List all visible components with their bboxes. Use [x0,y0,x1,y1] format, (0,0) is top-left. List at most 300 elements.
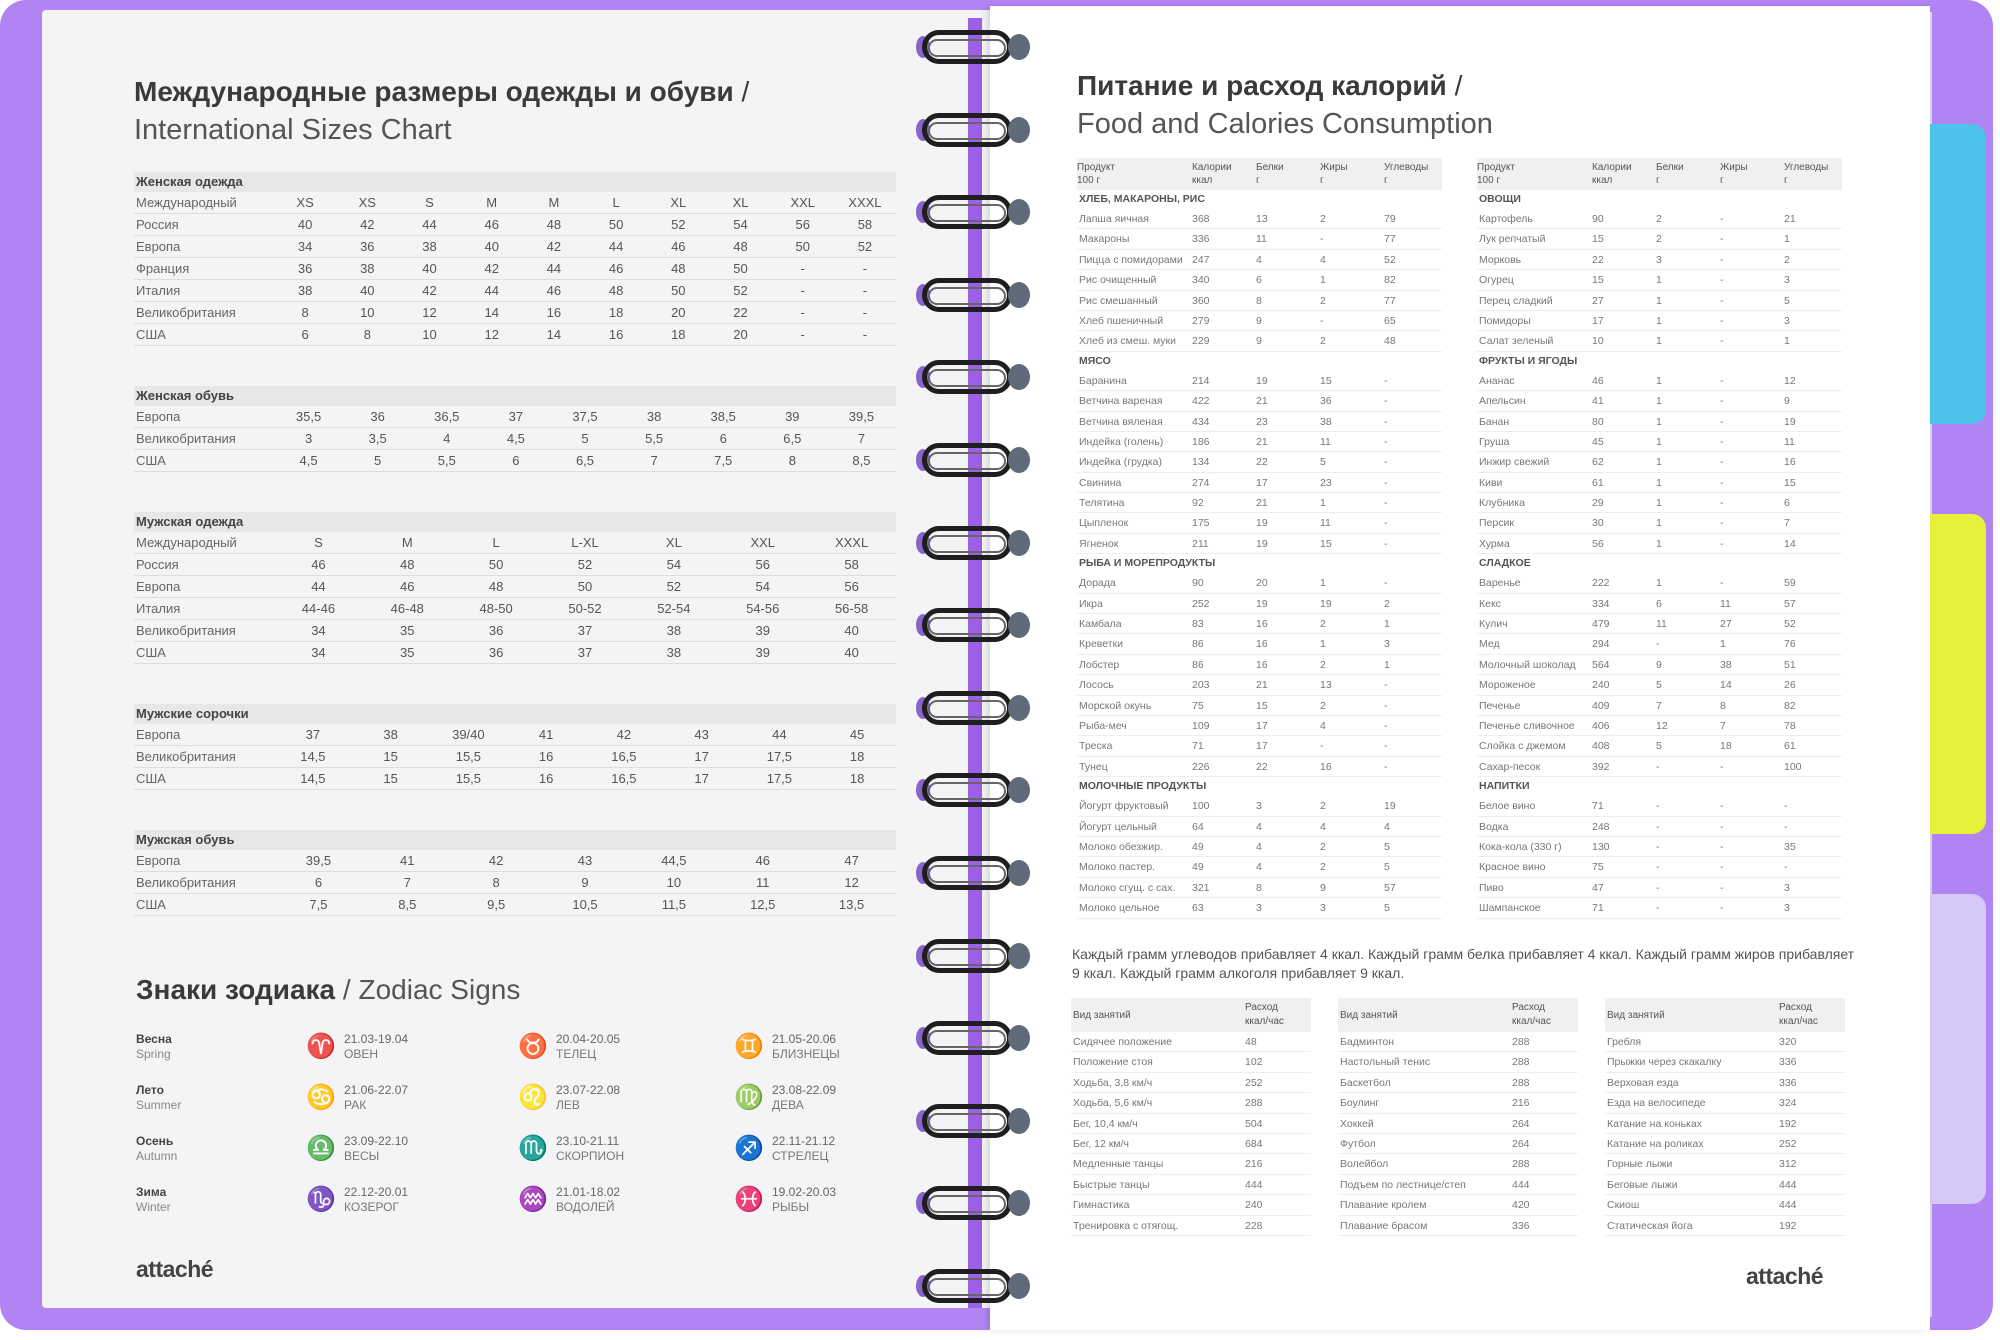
food-row [1477,857,1842,877]
size-table-cell: 46-48 [390,601,424,616]
food-cell: Молоко цельное [1079,902,1160,915]
food-cell: 16 [1320,760,1332,773]
activity-name: Плавание кролем [1340,1199,1427,1212]
activity-header-kcal: Расход ккал/час [1512,1002,1551,1027]
food-cell: Кекс [1479,597,1501,610]
tab-blue[interactable] [1928,124,1986,424]
food-cell: 2 [1320,294,1326,307]
food-row [1077,270,1442,290]
food-cell: Индейка (грудка) [1079,456,1162,469]
food-cell: 1 [1384,658,1390,671]
food-cell: Ягненок [1079,537,1119,550]
activity-name: Гимнастика [1073,1199,1130,1212]
zodiac-glyph-icon: ♌ [518,1084,548,1111]
tab-yellow[interactable] [1928,514,1986,834]
food-cell: 71 [1192,740,1204,753]
food-row [1077,209,1442,229]
food-cell: Лук репчатый [1479,233,1546,246]
zodiac-glyph-icon: ♓ [734,1186,764,1213]
size-table-cell: 7 [650,453,658,468]
food-cell: 11 [1784,435,1795,448]
food-cell: 1 [1656,335,1662,348]
activity-row [1605,1093,1845,1113]
size-table-cell: 44 [772,727,787,742]
size-table-cell: 6 [719,431,727,446]
food-cell: - [1384,740,1388,753]
size-table-cell: 54-56 [746,601,780,616]
food-cell: 21 [1256,497,1268,510]
size-table-cell: XL [665,535,682,550]
size-table-cell: 48-50 [479,601,513,616]
food-row [1477,594,1842,614]
food-cell: 434 [1192,415,1210,428]
food-cell: Картофель [1479,213,1533,225]
size-table-cell: 38,5 [710,409,736,424]
zodiac-sign [306,1032,409,1062]
food-cell: Киви [1479,476,1503,489]
season-name-ru: Зима [136,1185,167,1199]
zodiac-dates: 22.11-21.12 [772,1134,836,1148]
food-row [1077,391,1442,411]
food-cell: 3 [1320,902,1326,915]
size-table-cell: 10 [422,327,437,342]
zodiac-name: КОЗЕРОГ [344,1200,400,1214]
size-table-row [134,280,896,302]
food-cell: 75 [1192,699,1204,712]
size-table-cell: 44-46 [301,601,336,616]
food-cell: 8 [1256,881,1262,894]
activity-name: Гребля [1607,1036,1642,1048]
zodiac-name: РЫБЫ [772,1200,810,1214]
food-cell: Тунец [1079,760,1108,773]
food-cell: 17 [1256,476,1268,489]
food-cell: Мороженое [1479,679,1536,692]
food-row [1477,371,1842,391]
size-table-cell: 16 [538,771,554,786]
food-group-title: ФРУКТЫ И ЯГОДЫ [1479,354,1578,367]
size-table-cell: 44 [484,283,499,298]
activity-name: Подъем по лестнице/степ [1340,1178,1466,1191]
food-row [1077,696,1442,716]
food-cell: 19 [1256,597,1268,610]
size-table-cell: 8 [788,453,796,468]
size-table-cell: - [862,261,868,276]
zodiac-dates: 19.02-20.03 [772,1185,837,1199]
food-row [1477,675,1842,695]
food-cell: 5 [1384,902,1390,915]
food-row [1077,757,1442,777]
activity-row [1605,1134,1845,1154]
size-table-cell: XXL [750,535,776,550]
activity-name: Сидячее положение [1073,1036,1172,1048]
activity-kcal: 288 [1512,1076,1530,1089]
activity-name: Баскетбол [1340,1076,1391,1089]
food-cell: 1 [1656,274,1662,287]
food-cell: 71 [1592,902,1604,915]
food-group-title: МЯСО [1079,354,1111,367]
food-cell: 1 [1656,497,1662,510]
food-cell: 61 [1592,476,1604,489]
food-cell: 92 [1192,497,1204,510]
food-cell: 23 [1320,476,1332,489]
food-cell: Креветки [1079,638,1124,651]
food-cell: - [1384,374,1388,387]
size-table-cell: Россия [136,557,179,572]
food-row [1077,796,1442,816]
size-table-cell: 8 [301,305,309,320]
activity-row [1605,1154,1845,1174]
food-cell: 2 [1320,618,1326,631]
size-table-cell: 46 [608,261,624,276]
spiral-ring [922,1186,1012,1222]
size-table-cell: - [800,327,805,342]
tab-lilac[interactable] [1928,894,1986,1204]
food-row [1077,634,1442,654]
food-cell: - [1656,902,1660,915]
food-cell: 13 [1320,679,1332,692]
food-cell: 252 [1192,597,1210,610]
size-table-cell: 20 [671,305,686,320]
activity-row [1338,1195,1578,1215]
food-cell: 21 [1256,395,1268,408]
activity-row [1338,1032,1578,1052]
food-cell: 479 [1592,618,1610,631]
size-table-cell: 40 [360,283,375,298]
season-label [136,1185,171,1215]
food-row [1477,898,1842,918]
activity-name: Беговые лыжи [1607,1178,1678,1191]
food-cell: 2 [1320,699,1326,712]
food-cell: 134 [1192,456,1210,469]
food-cell: 15 [1592,274,1604,287]
food-cell: 11 [1656,618,1667,631]
food-row [1077,857,1442,877]
size-table-cell: Международный [136,195,237,210]
size-table-cell: XXXL [848,195,882,210]
size-table-cell: 16 [546,305,562,320]
food-cell: Клубника [1479,497,1525,510]
size-table-cell: 54 [733,217,748,232]
size-table-cell: 52 [733,283,748,298]
size-table-cell: 42 [546,239,562,254]
zodiac-dates: 21.01-18.02 [556,1185,621,1199]
food-cell: 16 [1784,456,1796,469]
food-cell: 247 [1192,253,1210,266]
food-cell: 23 [1256,415,1268,428]
size-table-cell: 7 [403,875,411,890]
food-cell: Пицца с помидорами [1079,253,1183,266]
food-cell: 65 [1384,314,1396,327]
size-table-cell: 46 [755,853,770,868]
food-cell: 2 [1656,233,1662,246]
food-cell: - [1720,415,1724,428]
size-table-cell: 40 [484,239,499,254]
food-cell: 79 [1384,213,1396,225]
size-table-row [134,258,896,280]
food-row [1477,311,1842,331]
food-cell: Кулич [1479,618,1508,631]
food-cell: 7 [1784,517,1790,530]
food-cell: Рис смешанный [1079,294,1158,307]
activity-row [1338,1154,1578,1174]
size-table-cell: 50 [608,217,624,232]
activity-kcal: 324 [1779,1097,1797,1110]
food-cell: - [1720,840,1724,853]
food-cell: 6 [1656,597,1662,610]
size-table-cell: 12 [844,875,859,890]
size-table-row [134,324,896,346]
size-table-cell: 4,5 [299,453,318,468]
size-table-cell: Великобритания [136,431,236,446]
food-row [1477,614,1842,634]
season-name-ru: Весна [136,1032,172,1046]
food-cell: Икра [1079,597,1103,610]
food-cell: 21 [1784,213,1796,225]
size-table-cell: Великобритания [136,623,236,638]
food-cell: Апельсин [1479,395,1526,408]
size-table [134,172,896,346]
size-table-cell: 18 [608,305,624,320]
food-cell: 77 [1384,294,1396,307]
size-table-cell: 38 [422,239,437,254]
food-cell: 4 [1320,719,1326,732]
food-cell: - [1656,840,1660,853]
size-table-cell: 36 [488,645,504,660]
size-table-cell: 36 [360,239,375,254]
food-header-cell: Жиры г [1320,162,1348,186]
size-table-cell: 43 [577,853,593,868]
activity-row [1605,1216,1845,1236]
food-cell: 392 [1592,760,1610,773]
zodiac-dates: 22.12-20.01 [344,1185,409,1199]
food-cell: Макароны [1079,233,1130,246]
size-table-cell: 39,5 [305,853,332,868]
size-table-cell: Франция [136,261,190,276]
size-table-cell: 6 [314,875,323,890]
activity-header-name: Вид занятий [1073,1010,1131,1021]
size-table-row [134,768,896,790]
food-cell: 4 [1320,253,1326,266]
food-group-title: РЫБА И МОРЕПРОДУКТЫ [1079,557,1216,570]
food-cell: 22 [1592,253,1604,266]
food-row [1077,573,1442,593]
food-cell: - [1720,517,1724,530]
size-table-cell: 13,5 [838,897,865,912]
size-table-cell: 48 [671,261,686,276]
zodiac-sign [306,1083,409,1113]
size-table-cell: 39,5 [848,409,875,424]
size-table-cell: 12 [422,305,437,320]
food-cell: 19 [1256,517,1268,530]
activity-name: Ходьба, 3,8 км/ч [1073,1076,1153,1089]
food-table-right [1477,158,1842,919]
food-row [1077,250,1442,270]
brand-logo-right: attaché [1746,1263,1824,1289]
food-cell: 6 [1256,274,1262,287]
size-table-row [134,746,896,768]
size-table [134,386,896,472]
size-table-cell: 38 [360,261,375,276]
size-table-cell: 46 [400,579,415,594]
food-cell: 9 [1656,658,1662,671]
food-cell: 1 [1656,374,1662,387]
food-cell: 82 [1384,274,1396,287]
zodiac-name: СТРЕЛЕЦ [772,1149,829,1163]
size-table-cell: L [612,195,620,210]
food-cell: Молоко пастер. [1079,861,1156,874]
size-table-cell: США [136,327,166,342]
food-row [1477,331,1842,351]
food-cell: 279 [1192,314,1210,327]
size-table-cell: 39 [785,409,800,424]
zodiac-name: ВЕСЫ [344,1149,380,1163]
food-cell: 52 [1784,618,1796,631]
size-table-cell: 3 [304,431,313,446]
food-cell: 83 [1192,618,1204,631]
zodiac-season-row [134,1134,894,1185]
zodiac-dates: 21.03-19.04 [344,1032,409,1046]
food-cell: 19 [1384,800,1396,813]
activity-name: Верховая езда [1607,1076,1679,1089]
food-cell: 29 [1592,497,1604,510]
zodiac-dates: 23.10-21.11 [556,1134,620,1148]
season-name-en: Winter [136,1200,171,1214]
size-table-row [134,642,896,664]
activity-row [1605,1073,1845,1093]
size-table-cell: Европа [136,853,181,868]
food-cell: 19 [1256,537,1268,550]
food-row [1077,432,1442,452]
food-cell: 52 [1384,253,1396,266]
food-cell: - [1720,213,1724,225]
zodiac-glyph-icon: ♍ [734,1084,764,1111]
size-table-cell: 12 [484,327,499,342]
food-cell: 49 [1192,861,1204,874]
food-cell: - [1784,820,1788,833]
activity-kcal: 336 [1512,1219,1530,1232]
zodiac-sign [734,1032,840,1062]
food-cell: - [1384,517,1388,530]
food-cell: 8 [1256,294,1262,307]
size-table-cell: 17,5 [766,771,793,786]
food-row [1077,614,1442,634]
spiral-ring [922,195,1012,231]
food-cell: - [1720,456,1724,469]
size-table-cell: 38 [666,623,682,638]
size-table-cell: 16 [608,327,624,342]
activity-row [1338,1093,1578,1113]
zodiac-dates: 23.08-22.09 [772,1083,837,1097]
food-cell: 4 [1320,820,1326,833]
food-row [1477,878,1842,898]
food-cell: 109 [1192,719,1210,732]
food-cell: - [1784,861,1788,874]
food-cell: - [1384,435,1388,448]
food-cell: 409 [1592,699,1610,712]
size-table-cell: 37 [305,727,321,742]
size-table-cell: 15 [383,771,398,786]
food-cell: 3 [1784,902,1790,915]
size-table-cell: 10 [360,305,375,320]
activity-header [1071,998,1311,1032]
size-table-cell: 50 [577,579,593,594]
season-label [136,1134,177,1164]
size-table-cell: - [862,305,868,320]
activity-kcal: 444 [1779,1199,1797,1212]
activity-table-2 [1338,998,1578,1236]
size-table-cell: 47 [844,853,859,868]
food-cell: 4 [1256,861,1262,874]
food-cell: 38 [1320,415,1332,428]
size-table-row [134,406,896,428]
activity-kcal: 252 [1245,1076,1263,1089]
food-cell: 61 [1784,740,1796,753]
calorie-note: Каждый грамм углеводов прибавляет 4 ккал. Каждый грамм белка прибавляет 4 ккал. Каждый грамм жиров прибавляет 9 ккал. Каждый грамм алкоголя прибавляет 9 ккал. [1072,946,1855,981]
activity-header [1338,998,1578,1032]
activity-name: Статическая йога [1607,1219,1693,1232]
activity-kcal: 264 [1512,1137,1530,1150]
size-table-cell: 4,5 [506,431,525,446]
spiral-ring [922,608,1012,644]
size-table-cell: 38 [646,409,662,424]
food-cell: - [1720,314,1724,327]
activity-row [1338,1073,1578,1093]
food-cell: 57 [1384,881,1396,894]
food-cell: Морской окунь [1079,699,1152,712]
zodiac-glyph-icon: ♋ [306,1084,336,1111]
food-cell: 16 [1256,618,1268,631]
food-cell: 408 [1592,740,1610,753]
size-table-cell: XS [296,195,314,210]
size-table-cell: 44,5 [661,853,687,868]
activity-kcal: 336 [1779,1056,1797,1069]
size-table-cell: 44 [311,579,326,594]
zodiac-sign [734,1134,836,1164]
activity-name: Прыжки через скакалку [1607,1056,1722,1069]
size-table-cell: 34 [297,239,313,254]
food-row [1477,229,1842,249]
food-cell: - [1720,335,1724,348]
food-cell: Ананас [1479,374,1515,387]
activity-kcal: 252 [1779,1137,1797,1150]
zodiac-name: ЛЕВ [556,1098,580,1112]
size-table-cell: 35,5 [295,409,322,424]
size-table-cell: 56 [755,557,770,572]
size-table-cell: 44 [608,239,624,254]
food-cell: 38 [1720,658,1732,671]
food-cell: - [1720,253,1724,266]
food-cell: 47 [1592,881,1604,894]
food-row [1077,736,1442,756]
zodiac-glyph-icon: ♐ [734,1135,764,1162]
size-table-cell: XS [358,195,376,210]
food-group-title: ОВОЩИ [1479,193,1521,205]
food-cell: 100 [1192,800,1210,813]
size-table-cell: 40 [844,645,859,660]
size-table [134,512,896,664]
food-cell: 19 [1256,374,1268,387]
food-cell: - [1384,476,1388,489]
size-table-cell: 18 [671,327,686,342]
food-row [1477,634,1842,654]
food-cell: Огурец [1479,274,1514,287]
food-cell: 11 [1320,517,1331,530]
food-cell: Морковь [1479,253,1522,266]
zodiac-sign [734,1083,837,1113]
activity-name: Настольный тенис [1340,1056,1431,1069]
food-header-cell: Жиры г [1720,162,1748,186]
activity-kcal: 684 [1245,1137,1263,1150]
